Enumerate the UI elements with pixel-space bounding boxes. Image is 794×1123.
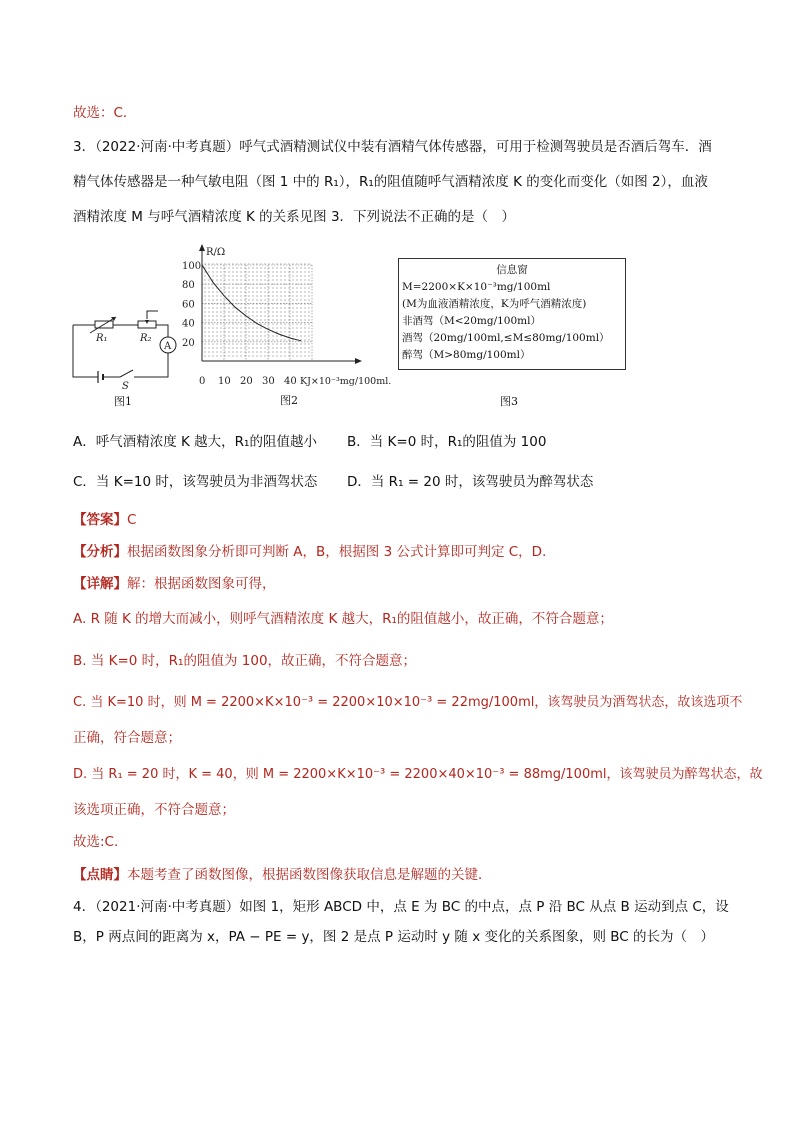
figure-2-caption: 图2 bbox=[280, 394, 298, 407]
x-tick-label: 0 bbox=[199, 376, 206, 387]
previous-answer: 故选：C． bbox=[73, 105, 137, 121]
info-row: M=2200×K×10⁻³mg/100ml bbox=[402, 281, 551, 293]
r2-label: R₂ bbox=[140, 333, 152, 344]
x-tick-label: 10 bbox=[218, 376, 231, 387]
detail-c-line1: C. 当 K=10 时，则 M = 2200×K×10⁻³ = 2200×10×10⁻³ = 22mg/100ml，该驾驶员为酒驾状态，故该选项不 bbox=[73, 695, 743, 710]
figure-3-caption: 图3 bbox=[500, 395, 518, 408]
info-row: (M为血液酒精浓度，K为呼气酒精浓度) bbox=[402, 298, 587, 310]
detail-c-line2: 正确，符合题意； bbox=[73, 730, 181, 746]
point-row bbox=[73, 863, 492, 883]
switch-label: S bbox=[122, 381, 129, 392]
answer-value: C bbox=[127, 512, 137, 528]
y-tick-label: 80 bbox=[182, 280, 195, 292]
answer-row bbox=[73, 508, 136, 528]
x-tick-label: 20 bbox=[240, 376, 253, 387]
detail-tag: 【详解】 bbox=[73, 576, 127, 592]
y-tick-label: 20 bbox=[182, 337, 195, 349]
info-row: 酒驾（20mg/100ml,≤M≤80mg/100ml） bbox=[402, 332, 610, 344]
q3-line1: 3．（2022·河南·中考真题）呼气式酒精测试仪中装有酒精气体传感器，可用于检测驾驶员是否酒后驾车．酒 bbox=[73, 139, 712, 155]
r1-label: R₁ bbox=[96, 333, 108, 344]
info-window-title: 信息窗 bbox=[496, 264, 528, 276]
detail-text: 解：根据函数图象可得， bbox=[127, 576, 276, 592]
q3-line2: 精气体传感器是一种气敏电阻（图 1 中的 R₁），R₁的阻值随呼气酒精浓度 K 的变化而变化（如图 2），血液 bbox=[73, 174, 708, 190]
q4-line2: B，P 两点间的距离为 x，PA − PE = y，图 2 是点 P 运动时 y 随 x 变化的关系图象，则 BC 的长为（ ） bbox=[73, 929, 715, 945]
option-a: A．呼气酒精浓度 K 越大，R₁的阻值越小 bbox=[73, 434, 317, 450]
y-tick-label: 40 bbox=[182, 318, 195, 330]
analysis-row bbox=[73, 540, 556, 560]
y-tick-label: 60 bbox=[182, 299, 195, 311]
ammeter-label: A bbox=[164, 341, 172, 352]
figure-3-info-window bbox=[398, 258, 626, 370]
x-tick-label: 40 bbox=[284, 376, 297, 387]
point-tag: 【点睛】 bbox=[73, 867, 127, 883]
x-axis-label: KJ×10⁻³mg/100ml. bbox=[300, 376, 392, 387]
info-row: 非酒驾（M<20mg/100ml） bbox=[402, 315, 541, 327]
point-text: 本题考查了函数图像，根据函数图像获取信息是解题的关键． bbox=[127, 867, 492, 883]
y-axis-label: R/Ω bbox=[206, 247, 226, 258]
q3-line3: 酒精浓度 M 与呼气酒精浓度 K 的关系见图 3．下列说法不正确的是（ ） bbox=[73, 209, 516, 225]
figure-2-graph bbox=[180, 243, 400, 415]
analysis-tag: 【分析】 bbox=[73, 544, 127, 560]
option-d: D．当 R₁ = 20 时，该驾驶员为醉驾状态 bbox=[347, 474, 594, 490]
q4-line1: 4．（2021·河南·中考真题）如图 1，矩形 ABCD 中，点 E 为 BC 的中点，点 P 沿 BC 从点 B 运动到点 C，设 bbox=[73, 899, 729, 915]
detail-d-line2: 该选项正确，不符合题意； bbox=[73, 802, 235, 818]
figure-1-circuit bbox=[68, 305, 193, 414]
detail-b: B. 当 K=0 时，R₁的阻值为 100，故正确，不符合题意； bbox=[73, 653, 417, 669]
detail-row bbox=[73, 572, 276, 592]
detail-a: A. R 随 K 的增大而减小，则呼气酒精浓度 K 越大，R₁的阻值越小，故正确，不符合题意； bbox=[73, 611, 613, 627]
detail-d-line1: D. 当 R₁ = 20 时，K = 40，则 M = 2200×K×10⁻³ = 2200×40×10⁻³ = 88mg/100ml，该驾驶员为醉驾状态，故 bbox=[73, 767, 763, 782]
y-tick-label: 100 bbox=[182, 261, 202, 272]
option-c: C．当 K=10 时，该驾驶员为非酒驾状态 bbox=[73, 474, 318, 490]
figure-1-caption: 图1 bbox=[114, 395, 132, 408]
answer-tag: 【答案】 bbox=[73, 512, 127, 528]
info-row: 醉驾（M>80mg/100ml） bbox=[402, 349, 531, 361]
option-b: B．当 K=0 时，R₁的阻值为 100 bbox=[347, 434, 547, 450]
analysis-text: 根据函数图象分析即可判断 A，B，根据图 3 公式计算即可判定 C，D． bbox=[127, 544, 556, 560]
x-tick-label: 30 bbox=[262, 376, 275, 387]
final-answer: 故选:C. bbox=[73, 834, 119, 850]
